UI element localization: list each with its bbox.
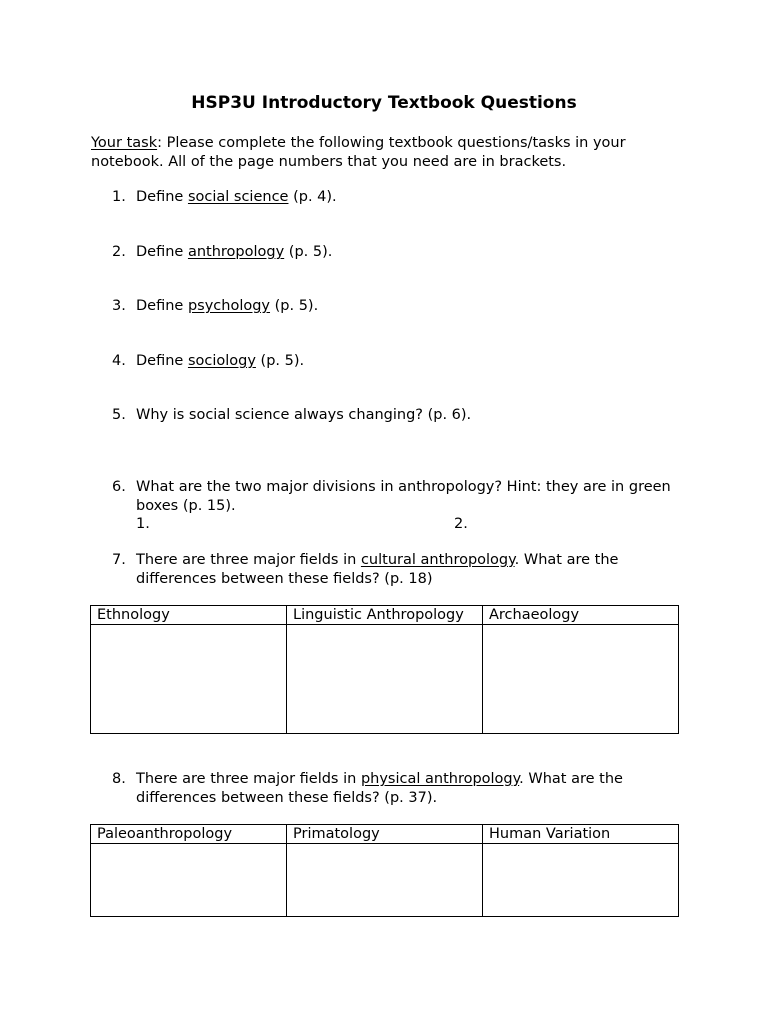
- table-header-cell: Linguistic Anthropology: [287, 606, 483, 625]
- question-4: [112, 352, 682, 371]
- question-text: Define: [136, 244, 188, 260]
- question-number: 7.: [112, 552, 126, 568]
- answer-cell: [483, 844, 679, 917]
- question-term: social science: [187, 189, 289, 205]
- question-text: There are three major fields in: [136, 771, 361, 787]
- answer-cell: [483, 625, 679, 734]
- question-page-ref: . What are the differences between these fields? (p. 18): [136, 552, 619, 587]
- question-page-ref: . What are the differences between these fields? (p. 37).: [136, 771, 623, 806]
- table-header-cell: Human Variation: [483, 825, 679, 844]
- question-7: [112, 551, 682, 588]
- question-text: Define: [136, 298, 188, 314]
- question-text: Define: [136, 189, 188, 205]
- answer-cell: [91, 844, 287, 917]
- intro-label: Your task: [91, 135, 158, 151]
- question-number: 8.: [112, 771, 126, 787]
- question-1: [112, 188, 682, 207]
- question-3: [112, 297, 682, 316]
- intro-paragraph: [91, 134, 681, 171]
- table-header-row: [91, 825, 679, 844]
- intro-text: : Please complete the following textbook questions/tasks in your notebook. All of the page numbers that you need are in brackets.: [91, 135, 626, 170]
- question-page-ref: (p. 4).: [288, 189, 337, 205]
- question-text: There are three major fields in: [136, 552, 361, 568]
- question-5: [112, 406, 682, 425]
- answer-blanks: [136, 515, 682, 534]
- question-number: 4.: [112, 353, 126, 369]
- question-term: psychology: [187, 298, 271, 314]
- question-number: 5.: [112, 407, 126, 423]
- question-text: Why is social science always changing? (p. 6).: [136, 407, 472, 423]
- question-page-ref: (p. 5).: [255, 353, 305, 369]
- question-term: sociology: [187, 353, 256, 369]
- answer-cell: [287, 625, 483, 734]
- question-number: 1.: [112, 189, 126, 205]
- physical-anthropology-table: [90, 824, 679, 917]
- question-number: 2.: [112, 244, 126, 260]
- question-6: [112, 478, 682, 534]
- table-header-row: [91, 606, 679, 625]
- answer-blank-2: 2.: [454, 516, 468, 532]
- table-header-cell: Ethnology: [91, 606, 287, 625]
- answer-cell: [287, 844, 483, 917]
- answer-cell: [91, 625, 287, 734]
- question-text: Define: [136, 353, 188, 369]
- table-header-cell: Archaeology: [483, 606, 679, 625]
- question-8: [112, 770, 682, 807]
- question-2: [112, 243, 682, 262]
- question-number: 3.: [112, 298, 126, 314]
- question-term: anthropology: [187, 244, 285, 260]
- table-header-cell: Primatology: [287, 825, 483, 844]
- question-page-ref: (p. 5).: [284, 244, 333, 260]
- answer-blank-1: 1.: [136, 516, 150, 532]
- table-header-cell: Paleoanthropology: [91, 825, 287, 844]
- question-number: 6.: [112, 479, 126, 495]
- question-page-ref: (p. 5).: [270, 298, 319, 314]
- question-term: cultural anthropology: [360, 552, 515, 568]
- cultural-anthropology-table: [90, 605, 679, 734]
- question-term: physical anthropology: [360, 771, 520, 787]
- question-text: What are the two major divisions in anthropology? Hint: they are in green boxes (p. 15).: [136, 479, 671, 514]
- table-answer-row: [91, 625, 679, 734]
- table-answer-row: [91, 844, 679, 917]
- page-title: HSP3U Introductory Textbook Questions: [191, 93, 577, 113]
